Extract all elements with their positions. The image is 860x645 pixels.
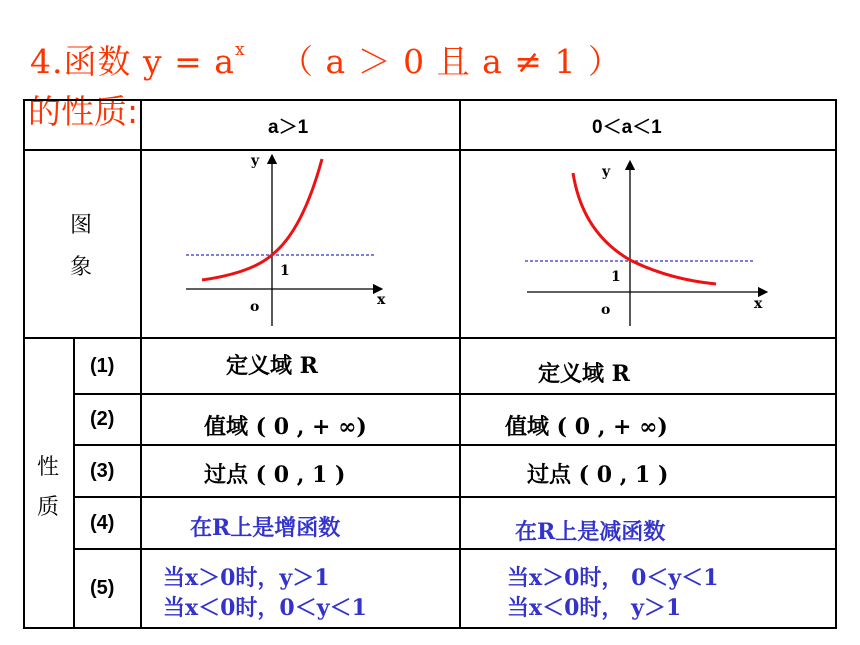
page-subtitle: 的性质: — [28, 92, 139, 131]
property-label-2: 质 — [37, 495, 60, 520]
origin-label: o — [601, 302, 611, 318]
header-a-greater-1: a＞1 — [268, 117, 309, 138]
decreasing-exponential-graph — [461, 151, 835, 337]
row2-right: 值域 ( 0 , + ∞) — [505, 414, 668, 440]
row-number-1: (1) — [90, 355, 115, 377]
row2-left: 值域 ( 0 , + ∞) — [204, 414, 367, 440]
property-label-1: 性 — [37, 455, 60, 480]
one-label: 1 — [280, 263, 290, 279]
row1-right: 定义域 R — [538, 361, 630, 387]
row-number-5: (5) — [90, 577, 115, 599]
one-label: 1 — [611, 269, 621, 285]
graph-row-label-1: 图 — [70, 213, 93, 238]
origin-label: o — [250, 299, 260, 315]
decreasing-curve — [573, 173, 716, 284]
title-prefix: 4. — [30, 42, 64, 81]
row1-left: 定义域 R — [226, 353, 318, 379]
x-axis-label: x — [377, 292, 386, 308]
row5-left-line2: 当x＜0时，0＜y＜1 — [163, 595, 367, 621]
title-condition: （ a ＞ 0 且 a ≠ 1 ） — [280, 42, 622, 81]
row-number-2: (2) — [90, 408, 115, 430]
y-axis-label: y — [251, 153, 260, 169]
row5-right-line1: 当x＞0时， 0＜y＜1 — [507, 565, 719, 591]
graph-row-label-2: 象 — [70, 255, 93, 280]
row3-left: 过点 ( 0 , 1 ) — [204, 462, 346, 488]
header-a-between-0-1: 0＜a＜1 — [592, 117, 662, 138]
row3-right: 过点 ( 0 , 1 ) — [527, 462, 669, 488]
y-axis-label: y — [602, 164, 611, 180]
row5-left-line1: 当x＞0时，y＞1 — [163, 565, 330, 591]
row4-left: 在R上是增函数 — [190, 515, 341, 541]
increasing-exponential-graph — [142, 151, 458, 337]
title-exponent: x — [234, 40, 246, 60]
title-function: 函数 y = a — [63, 42, 235, 81]
x-axis-label: x — [754, 296, 763, 312]
row-number-3: (3) — [90, 460, 115, 482]
row4-right: 在R上是减函数 — [515, 519, 666, 545]
row-number-4: (4) — [90, 512, 115, 534]
row5-right-line2: 当x＜0时， y＞1 — [507, 595, 682, 621]
increasing-curve — [202, 159, 322, 280]
